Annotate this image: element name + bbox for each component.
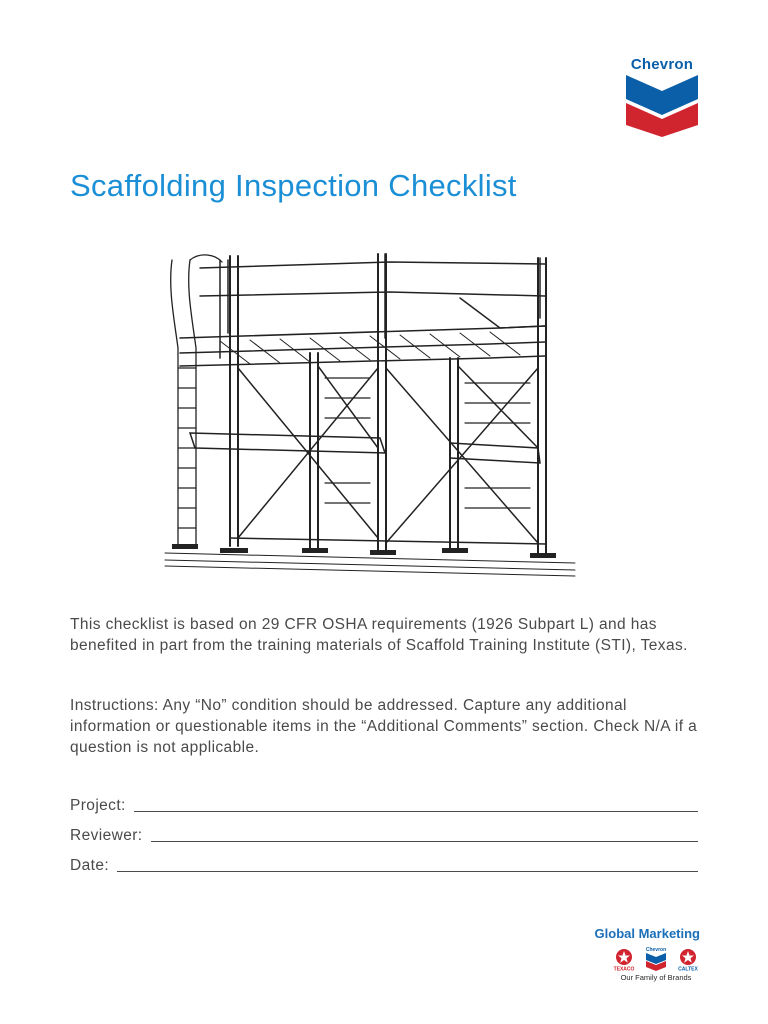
date-line[interactable] bbox=[117, 870, 698, 872]
global-marketing-label: Global Marketing bbox=[594, 926, 700, 941]
project-label: Project: bbox=[70, 797, 126, 814]
page-title: Scaffolding Inspection Checklist bbox=[70, 168, 517, 203]
reviewer-label: Reviewer: bbox=[70, 827, 143, 844]
date-label: Date: bbox=[70, 857, 110, 874]
project-field[interactable] bbox=[70, 797, 698, 815]
intro-paragraph: This checklist is based on 29 CFR OSHA requirements (1926 Subpart L) and has benefited in part from the training materials of Scaffold Training Institute (STI), Texas. bbox=[70, 616, 688, 654]
reviewer-line[interactable] bbox=[151, 840, 698, 842]
chevron-emblem-icon bbox=[622, 73, 702, 137]
instructions-paragraph: Instructions: Any “No” condition should be addressed. Capture any additional information or questionable items in the “Additional Comments” section. Check N/A if a question is not applicable. bbox=[70, 697, 698, 756]
brand-chevron: Chevron bbox=[645, 947, 667, 953]
reviewer-field[interactable] bbox=[70, 827, 698, 845]
chevron-logo bbox=[622, 56, 702, 142]
brand-texaco: TEXACO bbox=[613, 966, 635, 972]
brand-caltex: CALTEX bbox=[678, 966, 698, 972]
brand-family bbox=[610, 946, 702, 982]
date-field[interactable] bbox=[70, 857, 698, 875]
brand-logos-icon bbox=[610, 946, 702, 972]
brand-tagline: Our Family of Brands bbox=[620, 973, 692, 982]
logo-text: Chevron bbox=[630, 56, 694, 73]
project-line[interactable] bbox=[134, 810, 698, 812]
scaffold-illustration bbox=[160, 248, 580, 583]
